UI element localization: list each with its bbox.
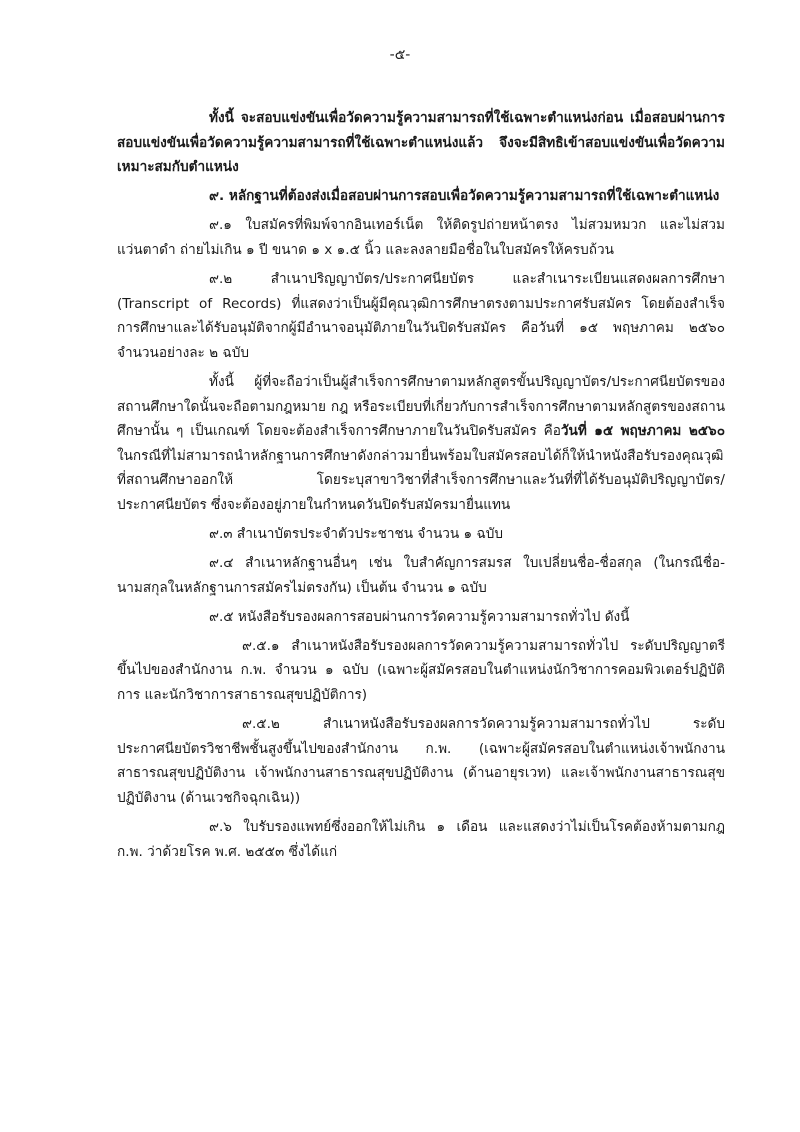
graduation-note-text: ทั้งนี้ ผู้ที่จะถือว่าเป็นผู้สำเร็จการศึกษาตามหลักสูตรขั้นปริญญาบัตร/ประกาศนียบัตรของสถานศึกษาใดนั้นจะถือตามกฎหมาย กฎ หรือระเบียบที่เกี่ยวกับการสำเร็จการศึกษาตามหลักสูตรของสถานศึกษานั้น ๆ เป็นเกณฑ์ โดยจะต้องสำเร็จการศึกษาภายในวันปิดรับสมัคร คือ [117,373,725,440]
document-body [117,106,725,869]
paragraph-9-2: ๙.๒ สำเนาปริญญาบัตร/ประกาศนียบัตร และสำเนาระเบียนแสดงผลการศึกษา (Transcript of Records) ที่แสดงว่าเป็นผู้มีคุณวุฒิการศึกษาตรงตามประกาศรับสมัคร โดยต้องสำเร็จการศึกษาและได้รับอนุมัติจากผู้มีอำนาจอนุมัติภายในวันปิดรับสมัคร คือวันที่ ๑๕ พฤษภาคม ๒๕๖๐ จำนวนอย่างละ ๒ ฉบับ [117,271,725,361]
paragraph-9-3: ๙.๓ สำเนาบัตรประจำตัวประชาชน จำนวน ๑ ฉบับ [209,526,503,542]
paragraph-9-1: ๙.๑ ใบสมัครที่พิมพ์จากอินเทอร์เน็ต ให้ติดรูปถ่ายหน้าตรง ไม่สวมหมวก และไม่สวมแว่นตาดำ ถ่ายไม่เกิน ๑ ปี ขนาด ๑ x ๑.๕ นิ้ว และลงลายมือชื่อในใบสมัครให้ครบถ้วน [117,217,725,258]
paragraph-9-6: ๙.๖ ใบรับรองแพทย์ซึ่งออกให้ไม่เกิน ๑ เดือน และแสดงว่าไม่เป็นโรคต้องห้ามตามกฎ ก.พ. ว่าด้วยโรค พ.ศ. ๒๕๕๓ ซึ่งได้แก่ [117,819,725,860]
heading-section-9: ๙. หลักฐานที่ต้องส่งเมื่อสอบผ่านการสอบเพื่อวัดความรู้ความสามารถที่ใช้เฉพาะตำแหน่ง [209,188,720,205]
paragraph-9-5-2: ๙.๕.๒ สำเนาหนังสือรับรองผลการวัดความรู้ความสามารถทั่วไป ระดับประกาศนียบัตรวิชาชีพชั้นสูงขึ้นไปของสำนักงาน ก.พ. (เฉพาะผู้สมัครสอบในตำแหน่งเจ้าพนักงานสาธารณสุขปฏิบัติงาน เจ้าพนักงานสาธารณสุขปฏิบัติงาน (ด้านอายุรเวท) และเจ้าพนักงานสาธารณสุขปฏิบัติงาน (ด้านเวชกิจฉุกเฉิน)) [117,716,725,806]
paragraph-9-4: ๙.๔ สำเนาหลักฐานอื่นๆ เช่น ใบสำคัญการสมรส ใบเปลี่ยนชื่อ-ชื่อสกุล (ในกรณีชื่อ-นามสกุลในหลักฐานการสมัครไม่ตรงกัน) เป็นต้น จำนวน ๑ ฉบับ [117,555,725,596]
paragraph-9-5: ๙.๕ หนังสือรับรองผลการสอบผ่านการวัดความรู้ความสามารถทั่วไป ดังนี้ [209,608,630,625]
paragraph-exam-order: ทั้งนี้ จะสอบแข่งขันเพื่อวัดความรู้ความสามารถที่ใช้เฉพาะตำแหน่งก่อน เมื่อสอบผ่านการสอบแข่งขันเพื่อวัดความรู้ความสามารถที่ใช้เฉพาะตำแหน่งแล้ว จึงจะมีสิทธิเข้าสอบแข่งขันเพื่อวัดความเหมาะสมกับตำแหน่ง [117,110,725,176]
paragraph-9-5-1: ๙.๕.๑ สำเนาหนังสือรับรองผลการวัดความรู้ความสามารถทั่วไป ระดับปริญญาตรีขึ้นไปของสำนักงาน ก.พ. จำนวน ๑ ฉบับ (เฉพาะผู้สมัครสอบในตำแหน่งนักวิชาการคอมพิวเตอร์ปฏิบัติการ และนักวิชาการสาธารณสุขปฏิบัติการ) [117,637,725,704]
page-number: -๕- [389,47,411,63]
closing-date-bold: วันที่ ๑๕ พฤษภาคม ๒๕๖๐ [560,423,725,440]
graduation-note-text-cont: ในกรณีที่ไม่สามารถนำหลักฐานการศึกษาดังกล่าวมายื่นพร้อมใบสมัครสอบได้ก็ให้นำหนังสือรับรองคุณวุฒิที่สถานศึกษาออกให้ โดยระบุสาขาวิชาที่สำเร็จการศึกษาและวันที่ที่ได้รับอนุมัติปริญญาบัตร/ประกาศนียบัตร ซึ่งจะต้องอยู่ภายในกำหนดวันปิดรับสมัครมายื่นแทน [117,447,725,513]
paragraph-graduation-note [117,370,725,518]
